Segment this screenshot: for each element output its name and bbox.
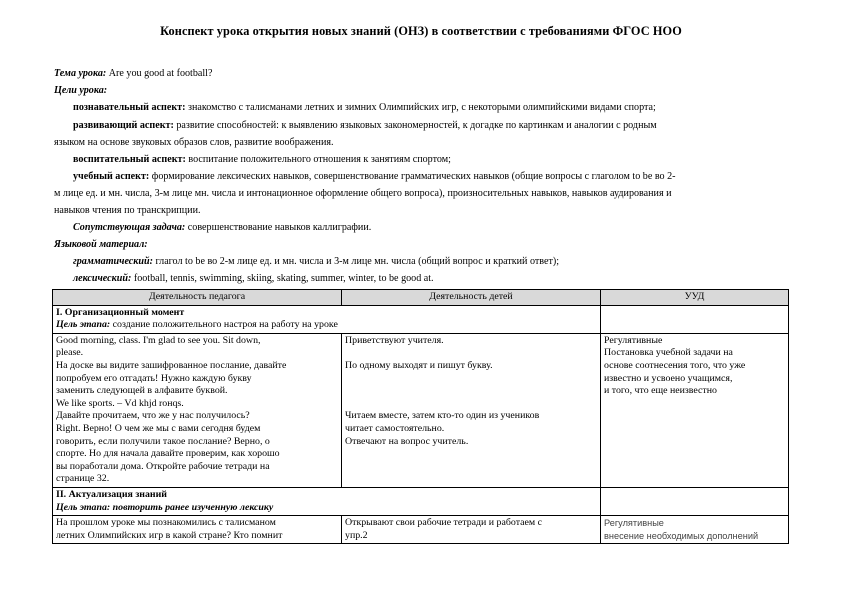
stage1-children-line: Приветствуют учителя. (345, 334, 444, 346)
goal-accompanying-text: совершенствование навыков каллиграфии. (185, 222, 372, 233)
stage2-content-row (53, 516, 789, 544)
stage1-children-line: По одному выходят и пишут букву. (345, 359, 493, 371)
stage2-teacher-line: летних Олимпийских игр в какой стране? Кто помнит (56, 529, 283, 541)
goal-developing-text: развитие способностей: к выявлению языковых закономерностей, к догадке по картинкам и аналогии с родным (173, 120, 657, 131)
goal-cognitive-text: знакомство с талисманами летних и зимних Олимпийских игр, с некоторыми олимпийскими видами спорта; (185, 102, 656, 113)
goal-accompanying (73, 221, 808, 234)
stage2-teacher-cell (53, 516, 342, 544)
language-material-label: Языковой материал: (54, 239, 148, 250)
stage2-title-row (53, 487, 789, 515)
goals-label: Цели урока: (54, 85, 108, 96)
stage1-teacher-line: вы поработали дома. Откройте рабочие тетради на (56, 460, 270, 472)
goal-educational-label: воспитательный аспект: (73, 154, 186, 165)
goal-educational (73, 153, 808, 166)
stage1-title-row (53, 305, 789, 333)
lexical-line (73, 272, 808, 285)
stage2-title-cell (53, 487, 601, 515)
topic-label: Тема урока: (54, 68, 107, 79)
goal-developing-label: развивающий аспект: (73, 120, 174, 131)
stage1-teacher-line: заменить следующей в алфавите буквой. (56, 385, 228, 397)
stage1-teacher-line: We like sports. – Vd khjd rонqs. (56, 397, 184, 409)
stage1-uud-line: известно и усвоено учащимся, (604, 372, 733, 384)
goal-developing (73, 119, 808, 132)
stage2-children-line: Открывают свои рабочие тетради и работаем с (345, 517, 543, 529)
lesson-plan-table (52, 289, 789, 544)
stage1-title-uud-empty (601, 305, 789, 333)
header-uud: УУД (601, 290, 789, 306)
grammar-label: грамматический: (73, 256, 153, 267)
stage1-title-cell (53, 305, 601, 333)
stage1-uud-line: Регулятивные (604, 334, 663, 346)
stage1-teacher-line: странице 32. (56, 473, 110, 485)
stage1-teacher-line: спорте. Но для начала давайте проверим, как хорошо (56, 448, 280, 460)
stage1-uud-line: основе соотнесения того, что уже (604, 359, 746, 371)
topic-value: Are you good at football? (106, 68, 213, 79)
grammar-line (73, 255, 808, 268)
stage1-title: I. Организационный момент (56, 306, 185, 318)
stage2-title: II. Актуализация знаний (56, 488, 167, 500)
stage2-uud-cell (601, 516, 789, 544)
stage2-children-cell (342, 516, 601, 544)
goal-educational-text: воспитание положительного отношения к занятиям спортом; (185, 154, 451, 165)
goal-cognitive-label: познавательный аспект: (73, 102, 186, 113)
goal-learning-cont1: м лице ед. и мн. числа, 3-м лице мн. числа и интонационное оформление общего вопроса), произносительных навыков, навыков аудирования и (54, 188, 672, 199)
stage2-children-line: упр.2 (345, 529, 368, 541)
goal-learning (73, 170, 808, 183)
table-header-row (53, 290, 789, 306)
stage1-uud-cell (601, 333, 789, 487)
stage2-title-uud-empty (601, 487, 789, 515)
stage2-teacher-line: На прошлом уроке мы познакомились с талисманом (56, 517, 276, 529)
stage1-uud-line: и того, что еще неизвестно (604, 385, 717, 397)
stage1-teacher-cell (53, 333, 342, 487)
stage1-teacher-line: Good morning, class. I'm glad to see you. Sit down, (56, 334, 261, 346)
topic-line (54, 67, 789, 80)
goal-developing-cont: языком на основе звуковых образов слов, развитие воображения. (54, 137, 334, 148)
stage1-children-line: Отвечают на вопрос учитель. (345, 435, 469, 447)
goal-accompanying-label: Сопутствующая задача: (73, 222, 186, 233)
stage1-teacher-line: Давайте прочитаем, что же у нас получилось? (56, 410, 250, 422)
goal-learning-text: формирование лексических навыков, совершенствование грамматических навыков (общие вопросы с глаголом to be во 2- (149, 171, 676, 182)
stage1-teacher-line: попробуем его отгадать! Нужно каждую букву (56, 372, 252, 384)
stage1-goal-text: создание положительного настроя на работу на уроке (110, 319, 338, 331)
stage1-children-line: читает самостоятельно. (345, 422, 445, 434)
goal-learning-cont2: навыков чтения по транскрипции. (54, 205, 201, 216)
stage1-teacher-line: please. (56, 347, 84, 359)
stage1-children-cell (342, 333, 601, 487)
header-children: Деятельность детей (342, 290, 601, 306)
stage1-goal-label: Цель этапа: (56, 319, 111, 331)
header-teacher: Деятельность педагога (53, 290, 342, 306)
stage1-children-line: Читаем вместе, затем кто-то один из учеников (345, 410, 540, 422)
goal-learning-label: учебный аспект: (73, 171, 150, 182)
stage1-teacher-line: На доске вы видите зашифрованное послание, давайте (56, 359, 287, 371)
page-title: Конспект урока открытия новых знаний (ОНЗ) в соответствии с требованиями ФГОС НОО (160, 24, 682, 38)
lexical-label: лексический: (73, 273, 132, 284)
stage1-content-row (53, 333, 789, 487)
stage1-teacher-line: Right. Верно! О чем же мы с вами сегодня будем (56, 422, 261, 434)
goal-cognitive (73, 101, 808, 114)
stage2-uud-line: внесение необходимых дополнений (604, 530, 759, 541)
lexical-text: football, tennis, swimming, skiing, skating, summer, winter, to be good at. (131, 273, 434, 284)
stage1-teacher-line: говорить, если получили такое послание? Верно, о (56, 435, 270, 447)
stage2-goal: Цель этапа: повторить ранее изученную лексику (56, 501, 274, 513)
grammar-text: глагол to be во 2-м лице ед. и мн. числа и 3-м лице мн. числа (общий вопрос и краткий ответ); (153, 256, 560, 267)
stage1-uud-line: Постановка учебной задачи на (604, 347, 733, 359)
stage2-uud-line: Регулятивные (604, 518, 664, 529)
